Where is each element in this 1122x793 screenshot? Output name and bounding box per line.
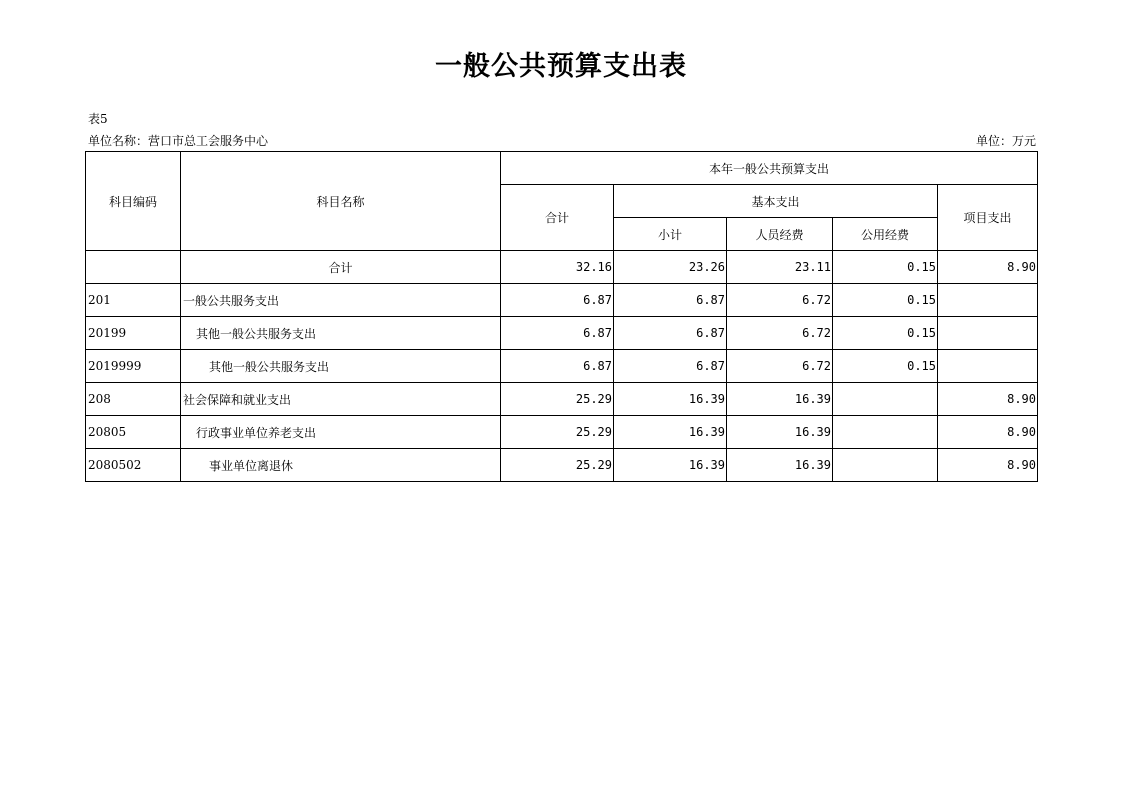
total-subtotal: 23.26 [614,251,727,284]
total-personnel: 23.11 [727,251,833,284]
row-name: 一般公共服务支出 [181,284,501,317]
table-row [86,317,1038,350]
table-number: 表5 [88,112,108,126]
row-name: 社会保障和就业支出 [181,383,501,416]
row-public [833,416,938,449]
page-title: 一般公共预算支出表 [435,51,687,82]
organization-label: 单位名称：营口市总工会服务中心 [88,134,269,148]
row-project: 8.90 [938,416,1038,449]
row-project: 8.90 [938,449,1038,482]
row-subtotal: 16.39 [614,449,727,482]
total-total: 32.16 [501,251,614,284]
row-personnel: 6.72 [727,350,833,383]
row-public [833,383,938,416]
row-name: 行政事业单位养老支出 [181,416,501,449]
row-total: 25.29 [501,383,614,416]
header-public: 公用经费 [833,218,938,251]
row-code: 2080502 [86,449,181,482]
row-total: 6.87 [501,317,614,350]
header-basic: 基本支出 [614,185,938,218]
row-personnel: 6.72 [727,284,833,317]
row-personnel: 16.39 [727,416,833,449]
row-public [833,449,938,482]
row-subtotal: 6.87 [614,284,727,317]
unit-label: 单位：万元 [975,134,1036,148]
row-name: 事业单位离退休 [181,449,501,482]
row-code: 201 [86,284,181,317]
table-row [86,383,1038,416]
row-total: 25.29 [501,416,614,449]
row-project [938,284,1038,317]
row-personnel: 16.39 [727,383,833,416]
row-total: 25.29 [501,449,614,482]
row-code: 20199 [86,317,181,350]
table-row [86,350,1038,383]
total-project: 8.90 [938,251,1038,284]
row-total: 6.87 [501,350,614,383]
budget-table [85,151,1038,482]
row-public: 0.15 [833,317,938,350]
table-row [86,284,1038,317]
row-code: 20805 [86,416,181,449]
header-group: 本年一般公共预算支出 [501,152,1038,185]
row-project [938,317,1038,350]
header-total: 合计 [501,185,614,251]
header-personnel: 人员经费 [727,218,833,251]
table-row [86,449,1038,482]
row-code: 208 [86,383,181,416]
total-code [86,251,181,284]
row-subtotal: 6.87 [614,350,727,383]
table-row [86,416,1038,449]
header-project: 项目支出 [938,185,1038,251]
row-public: 0.15 [833,350,938,383]
row-subtotal: 6.87 [614,317,727,350]
row-personnel: 16.39 [727,449,833,482]
row-project: 8.90 [938,383,1038,416]
total-public: 0.15 [833,251,938,284]
row-subtotal: 16.39 [614,416,727,449]
row-personnel: 6.72 [727,317,833,350]
header-name: 科目名称 [181,152,501,251]
row-public: 0.15 [833,284,938,317]
row-subtotal: 16.39 [614,383,727,416]
row-total: 6.87 [501,284,614,317]
header-code: 科目编码 [86,152,181,251]
header-row-1 [86,152,1038,185]
row-code: 2019999 [86,350,181,383]
header-subtotal: 小计 [614,218,727,251]
row-name: 其他一般公共服务支出 [181,317,501,350]
row-project [938,350,1038,383]
total-label: 合计 [181,251,501,284]
row-name: 其他一般公共服务支出 [181,350,501,383]
total-row [86,251,1038,284]
